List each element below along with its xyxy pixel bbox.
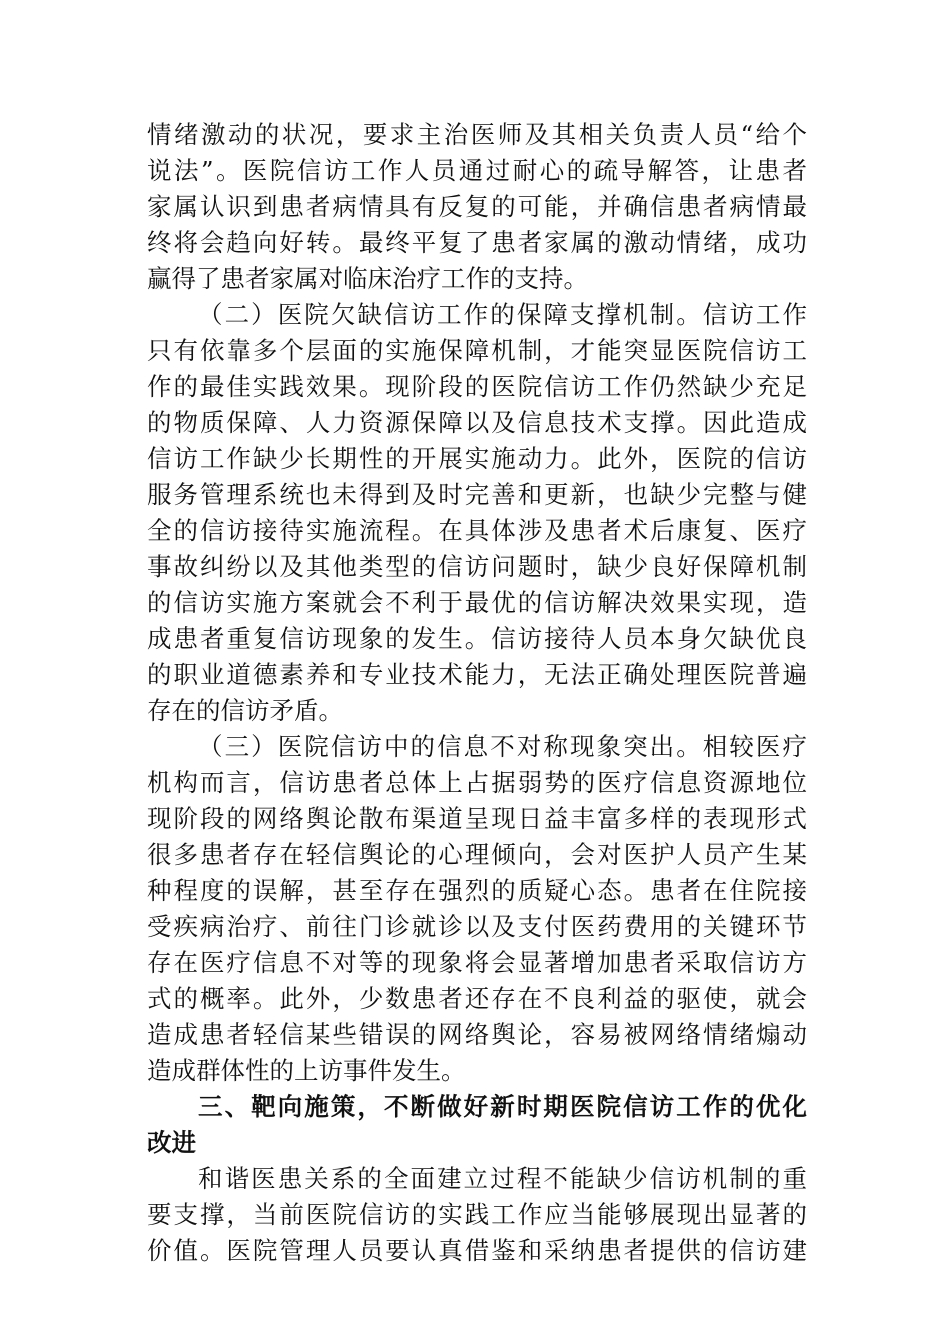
- text-line: 价值。医院管理人员要认真借鉴和采纳患者提供的信访建: [147, 1236, 807, 1265]
- text-line: 种程度的误解，甚至存在强烈的质疑心态。患者在住院接: [147, 876, 807, 905]
- text-line: 情绪激动的状况，要求主治医师及其相关负责人员“给个: [147, 120, 807, 149]
- text-line: 全的信访接待实施流程。在具体涉及患者术后康复、医疗: [147, 516, 807, 545]
- text-line: 造成群体性的上访事件发生。: [147, 1056, 466, 1085]
- section-heading: 三、靶向施策，不断做好新时期医院信访工作的优化: [198, 1092, 807, 1121]
- text-line: 信访工作缺少长期性的开展实施动力。此外，医院的信访: [147, 444, 807, 473]
- text-line: 只有依靠多个层面的实施保障机制，才能突显医院信访工: [147, 336, 807, 365]
- paragraph-start-line: 和谐医患关系的全面建立过程不能缺少信访机制的重: [198, 1164, 807, 1193]
- paragraph-start-line: （二）医院欠缺信访工作的保障支撑机制。信访工作: [198, 300, 807, 329]
- text-line: 事故纠纷以及其他类型的信访问题时，缺少良好保障机制: [147, 552, 807, 581]
- text-line: 终将会趋向好转。最终平复了患者家属的激动情绪，成功: [147, 228, 807, 257]
- section-heading-continued: 改进: [147, 1128, 196, 1157]
- text-line: 现阶段的网络舆论散布渠道呈现日益丰富多样的表现形式: [147, 804, 807, 833]
- text-line: 存在的信访矛盾。: [147, 696, 343, 725]
- paragraph-start-line: （三）医院信访中的信息不对称现象突出。相较医疗: [198, 732, 807, 761]
- text-line: 的信访实施方案就会不利于最优的信访解决效果实现，造: [147, 588, 807, 617]
- text-line: 作的最佳实践效果。现阶段的医院信访工作仍然缺少充足: [147, 372, 807, 401]
- text-line: 的物质保障、人力资源保障以及信息技术支撑。因此造成: [147, 408, 807, 437]
- text-line: 说法”。医院信访工作人员通过耐心的疏导解答，让患者: [147, 156, 807, 185]
- text-line: 服务管理系统也未得到及时完善和更新，也缺少完整与健: [147, 480, 807, 509]
- text-line: 家属认识到患者病情具有反复的可能，并确信患者病情最: [147, 192, 807, 221]
- text-line: 造成患者轻信某些错误的网络舆论，容易被网络情绪煽动: [147, 1020, 807, 1049]
- text-line: 式的概率。此外，少数患者还存在不良利益的驱使，就会: [147, 984, 807, 1013]
- text-line: 受疾病治疗、前往门诊就诊以及支付医药费用的关键环节: [147, 912, 807, 941]
- text-line: 机构而言，信访患者总体上占据弱势的医疗信息资源地位: [147, 768, 807, 797]
- text-line: 赢得了患者家属对临床治疗工作的支持。: [147, 264, 588, 293]
- text-line: 存在医疗信息不对等的现象将会显著增加患者采取信访方: [147, 948, 807, 977]
- text-line: 成患者重复信访现象的发生。信访接待人员本身欠缺优良: [147, 624, 807, 653]
- text-line: 要支撑，当前医院信访的实践工作应当能够展现出显著的: [147, 1200, 807, 1229]
- text-line: 的职业道德素养和专业技术能力，无法正确处理医院普遍: [147, 660, 807, 689]
- text-line: 很多患者存在轻信舆论的心理倾向，会对医护人员产生某: [147, 840, 807, 869]
